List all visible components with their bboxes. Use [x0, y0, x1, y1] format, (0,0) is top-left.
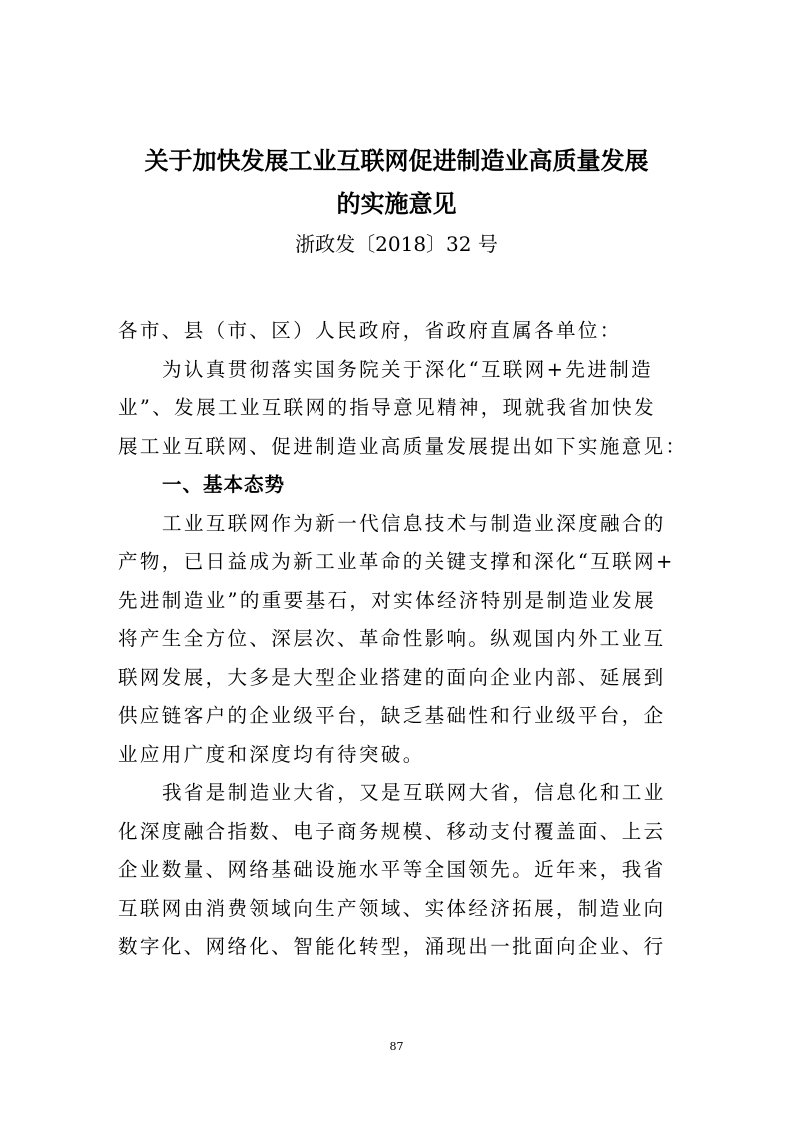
paragraph-line: 数字化、网络化、智能化转型，涌现出一批面向企业、行 [118, 935, 666, 958]
paragraph-line: 化深度融合指数、电子商务规模、移动支付覆盖面、上云 [118, 819, 666, 843]
paragraph-line: 产物，已日益成为新工业革命的关键支撑和深化“互联网+ [118, 550, 675, 573]
document-number: 浙政发〔2018〕32 号 [295, 232, 498, 256]
paragraph-line: 将产生全方位、深层次、革命性影响。纵观国内外工业互 [118, 627, 666, 650]
salutation: 各市、县（市、区）人民政府，省政府直属各单位： [118, 319, 622, 342]
paragraph-line: 先进制造业”的重要基石，对实体经济特别是制造业发展 [118, 588, 656, 612]
intro-line: 为认真贯彻落实国务院关于深化“互联网+先进制造 [162, 357, 654, 381]
paragraph-line: 业应用广度和深度均有待突破。 [118, 742, 425, 766]
intro-line: 业”、发展工业互联网的指导意见精神，现就我省加快发 [118, 396, 656, 419]
intro-line: 展工业互联网、促进制造业高质量发展提出如下实施意见： [118, 434, 688, 458]
page-number: 87 [389, 1040, 404, 1053]
paragraph-line: 工业互联网作为新一代信息技术与制造业深度融合的 [162, 511, 666, 535]
document-body [118, 312, 688, 967]
paragraph-line: 互联网由消费领域向生产领域、实体经济拓展，制造业向 [118, 896, 666, 920]
document-title-line2: 的实施意见 [336, 190, 457, 218]
section-heading: 一、基本态势 [162, 473, 286, 496]
document-title-line1: 关于加快发展工业互联网促进制造业高质量发展 [144, 147, 649, 175]
paragraph-line: 企业数量、网络基础设施水平等全国领先。近年来，我省 [118, 858, 666, 881]
paragraph-line: 供应链客户的企业级平台，缺乏基础性和行业级平台，企 [118, 704, 666, 727]
paragraph-line: 联网发展，大多是大型企业搭建的面向企业内部、延展到 [118, 665, 666, 689]
paragraph-line: 我省是制造业大省，又是互联网大省，信息化和工业 [162, 781, 666, 804]
